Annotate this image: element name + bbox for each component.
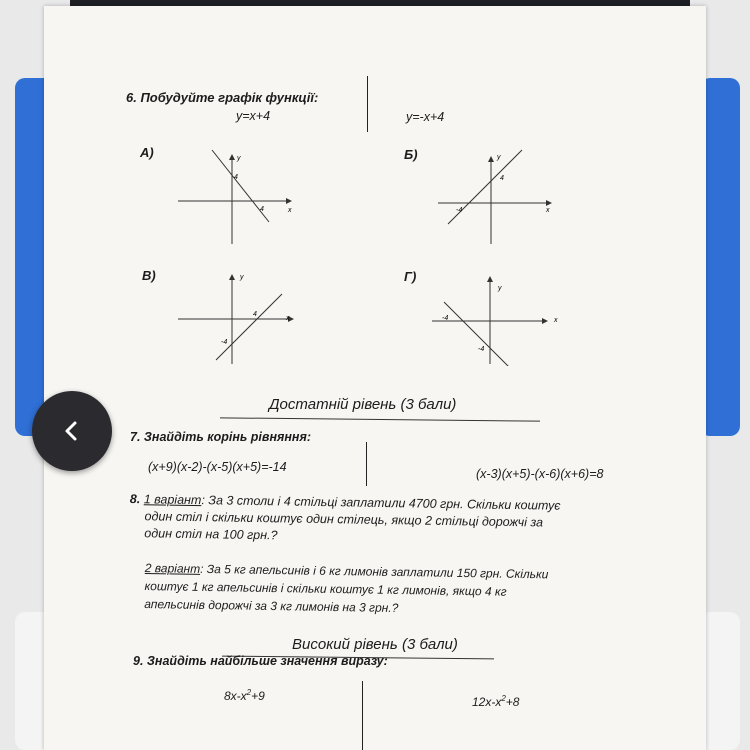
q6-divider — [367, 76, 368, 132]
q8-variant-2-line-1: : За 5 кг апельсинів і 6 кг лимонів заплатили 150 грн. Скільки — [200, 561, 549, 582]
q9-title: 9. Знайдіть найбільше значення виразу: — [133, 654, 388, 668]
q6-function-1: y=x+4 — [236, 109, 271, 123]
graph-a-label: А) — [140, 145, 154, 160]
graph-b-tick-y: 4 — [500, 175, 504, 182]
graph-b — [434, 146, 564, 246]
q7-divider — [366, 442, 367, 486]
section-sufficient-underline — [220, 417, 540, 422]
q9-divider — [362, 681, 363, 750]
q9-expr-1-tail: +9 — [251, 689, 265, 703]
q8-variant-1-line-1: : За 3 столи і 4 стільці заплатили 4700 грн. Скільки коштує — [201, 493, 561, 513]
chevron-left-icon — [60, 419, 84, 443]
graph-d-tick-y: -4 — [478, 346, 485, 353]
q8-variant-2-line-3: апельсинів дорожчі за 3 кг лимонів на 3 грн.? — [144, 596, 399, 615]
q9-expr-2-power: 2 — [501, 694, 506, 703]
graph-d — [428, 266, 568, 366]
graph-c-tick-y: -4 — [221, 339, 228, 346]
graph-c-label: В) — [142, 268, 156, 283]
section-high-title: Високий рівень (3 бали) — [292, 636, 458, 653]
graph-a — [174, 146, 304, 246]
back-button[interactable] — [32, 391, 112, 471]
q8-variant-2-line-2: коштує 1 кг апельсинів і скільки коштує 1 кг лимонів, якщо 4 кг — [144, 578, 507, 599]
graph-d-tick-x: -4 — [442, 315, 449, 322]
graph-c-y-label: y — [240, 274, 244, 281]
graph-d-x-label: x — [554, 317, 558, 324]
graph-b-tick-x: -4 — [456, 207, 463, 214]
q8-variant-2-label: 2 варіант — [144, 560, 201, 576]
graph-c — [174, 266, 304, 366]
q6-function-2: y=-x+4 — [406, 110, 445, 124]
q9-expression-2 — [472, 694, 519, 709]
q9-expr-1-power: 2 — [246, 688, 252, 697]
worksheet-photo — [44, 6, 706, 750]
graph-a-x-label: x — [288, 207, 292, 214]
graph-d-y-label: y — [498, 285, 502, 292]
q8-variant-2 — [144, 559, 548, 619]
q9-expression-1 — [224, 688, 265, 703]
graph-a-y-label: y — [237, 155, 241, 162]
graph-d-label: Г) — [404, 269, 417, 284]
q7-title: 7. Знайдіть корінь рівняння: — [130, 430, 311, 444]
q7-equation-1: (x+9)(x-2)-(x-5)(x+5)=-14 — [148, 460, 287, 474]
q8-number: 8. — [129, 491, 141, 507]
q8-variant-1-line-3: один стіл на 100 грн.? — [144, 526, 278, 543]
graph-a-tick-y: 4 — [234, 174, 238, 181]
graph-b-x-label: x — [546, 207, 550, 214]
q7-equation-2: (x-3)(x+5)-(x-6)(x+6)=8 — [476, 467, 604, 481]
graph-c-x-label: x — [286, 315, 290, 322]
q8-variant-1 — [129, 491, 560, 549]
graph-b-y-label: y — [497, 154, 501, 161]
graph-b-label: Б) — [404, 147, 418, 162]
q8-variant-1-label: 1 варіант — [143, 492, 202, 508]
background-panel-right — [700, 612, 740, 750]
graph-a-tick-x: 4 — [260, 206, 264, 213]
q9-expr-2-tail: +8 — [505, 695, 520, 709]
background-card-right — [700, 78, 740, 436]
section-sufficient-title: Достатній рівень (3 бали) — [269, 396, 457, 413]
q6-title: 6. Побудуйте графік функції: — [126, 90, 319, 105]
q8-variant-1-line-2: один стіл і скільки коштує один стілець, якщо 2 стільці дорожчі за — [144, 509, 544, 530]
q9-expr-1-base: 8x-x — [224, 689, 247, 703]
q9-expr-2-base: 12x-x — [472, 695, 502, 709]
graph-c-tick-x: 4 — [253, 311, 257, 318]
